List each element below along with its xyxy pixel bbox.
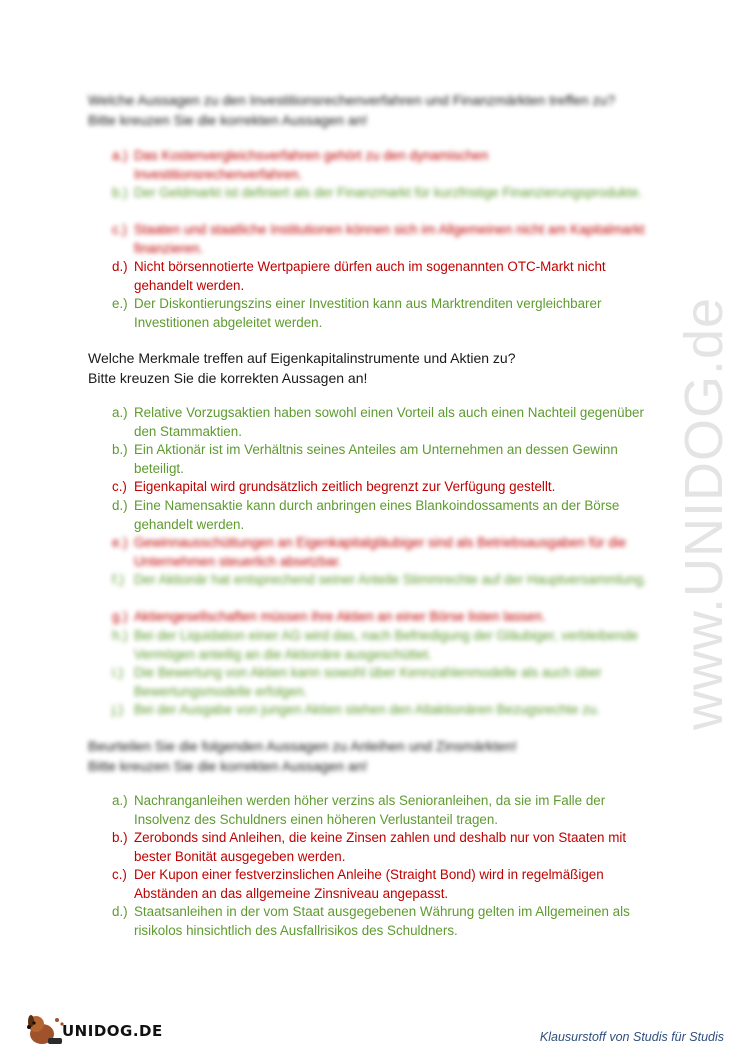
q2-answer-h [112, 627, 652, 664]
answer-label: b.) [112, 185, 128, 200]
q2-answer-d [112, 497, 652, 534]
question-1-title-line-1: Welche Aussagen zu den Investitionsrechenverfahren und Finanzmärkten treffen zu? [88, 92, 616, 108]
footer-tagline: Klausurstoff von Studis für Studis [539, 1030, 724, 1044]
answer-text: Das Kostenvergleichsverfahren gehört zu den dynamischen Investitionsrechenverfahren. [134, 148, 489, 182]
q3-answer-a [112, 792, 652, 829]
q2-answer-i [112, 664, 652, 701]
answer-text: Relative Vorzugsaktien haben sowohl einen Vorteil als auch einen Nachteil gegenüber den Stammaktien. [134, 405, 644, 439]
answer-label: c.) [112, 222, 127, 237]
answer-label: h.) [112, 628, 128, 643]
answer-text: Zerobonds sind Anleihen, die keine Zinsen zahlen und deshalb nur von Staaten mit bester Bonität ausgegeben werden. [134, 830, 627, 864]
q2-answer-a [112, 404, 652, 441]
answer-label: a.) [112, 148, 128, 163]
answer-text: Der Geldmarkt ist definiert als der Finanzmarkt für kurzfristige Finanzierungsprodukte. [134, 185, 643, 200]
q1-answer-b [112, 184, 652, 203]
q1-answer-c [112, 221, 652, 258]
answer-text: Nicht börsennotierte Wertpapiere dürfen auch im sogenannten OTC-Markt nicht gehandelt werden. [134, 259, 606, 293]
question-2-title [88, 348, 668, 388]
answer-label: d.) [112, 498, 128, 513]
q2-answer-b [112, 441, 652, 478]
answer-text: Gewinnausschüttungen an Eigenkapitalgläubiger sind als Betriebsausgaben für die Unternehmen steuerlich absetzbar. [134, 535, 627, 569]
q2-answer-c [112, 478, 652, 497]
q1-answer-a [112, 147, 652, 184]
answer-text: Staaten und staatliche Institutionen können sich im Allgemeinen nicht am Kapitalmarkt finanzieren. [134, 222, 645, 256]
question-2-title-line-1: Welche Merkmale treffen auf Eigenkapitalinstrumente und Aktien zu? [88, 350, 516, 366]
q1-answer-d [112, 258, 652, 295]
answer-label: c.) [112, 479, 127, 494]
answer-label: e.) [112, 535, 128, 550]
answer-text: Die Bewertung von Aktien kann sowohl über Kennzahlenmodelle als auch über Bewertungsmodelle erfolgen. [134, 665, 602, 699]
q2-answer-e [112, 534, 652, 571]
answer-text: Eigenkapital wird grundsätzlich zeitlich begrenzt zur Verfügung gestellt. [134, 479, 556, 494]
q3-answer-d [112, 903, 652, 940]
q3-answer-c [112, 866, 652, 903]
answer-label: a.) [112, 405, 128, 420]
answer-text: Der Aktionär hat entsprechend seiner Anteile Stimmrechte auf der Hauptversammlung. [134, 572, 647, 587]
answer-label: e.) [112, 296, 128, 311]
q2-answer-g [112, 608, 652, 627]
answer-text: Eine Namensaktie kann durch anbringen eines Blankoindossaments an der Börse gehandelt werden. [134, 498, 620, 532]
answer-text: Ein Aktionär ist im Verhältnis seines Anteiles am Unternehmen an dessen Gewinn beteiligt. [134, 442, 618, 476]
answer-label: b.) [112, 830, 128, 845]
answer-label: a.) [112, 793, 128, 808]
answer-label: f.) [112, 572, 124, 587]
answer-text: Der Diskontierungszins einer Investition kann aus Marktrenditen vergleichbarer Investitionen abgeleitet werden. [134, 296, 602, 330]
answer-label: c.) [112, 867, 127, 882]
answer-text: Staatsanleihen in der vom Staat ausgegebenen Währung gelten im Allgemeinen als risikolos hinsichtlich des Ausfallrisikos des Schuldners. [134, 904, 630, 938]
question-3-title-line-2: Bitte kreuzen Sie die korrekten Aussagen an! [88, 758, 368, 774]
question-3-title-line-1: Beurteilen Sie die folgenden Aussagen zu Anleihen und Zinsmärkten! [88, 738, 517, 754]
footer-brand: UNIDOG.DE [62, 1022, 163, 1040]
answer-label: g.) [112, 609, 128, 624]
watermark-graphic [650, 280, 750, 740]
watermark [650, 280, 750, 740]
answer-text: Nachranganleihen werden höher verzins als Senioranleihen, da sie im Falle der Insolvenz des Schuldners einen höheren Verlustanteil tragen. [134, 793, 606, 827]
dog-icon [22, 1012, 66, 1048]
q3-answer-b [112, 829, 652, 866]
q2-answer-f [112, 571, 652, 590]
question-2-title-line-2: Bitte kreuzen Sie die korrekten Aussagen an! [88, 370, 368, 386]
question-1-title [88, 90, 668, 130]
answer-text: Aktiengesellschaften müssen ihre Aktien an einer Börse listen lassen. [134, 609, 546, 624]
question-1-title-line-2: Bitte kreuzen Sie die korrekten Aussagen an! [88, 112, 368, 128]
q2-answer-j [112, 701, 652, 720]
answer-text: Der Kupon einer festverzinslichen Anleihe (Straight Bond) wird in regelmäßigen Abständen an das allgemeine Zinsniveau angepasst. [134, 867, 604, 901]
answer-label: d.) [112, 259, 128, 274]
answer-label: j.) [112, 702, 124, 717]
watermark-text: www.UNIDOG.de [674, 296, 734, 730]
answer-text: Bei der Liquidation einer AG wird das, nach Befriedigung der Gläubiger, verbleibende Vermögen anteilig an die Aktionäre ausgeschüttet. [134, 628, 638, 662]
question-3-title [88, 736, 668, 776]
answer-text: Bei der Ausgabe von jungen Aktien stehen den Altaktionären Bezugsrechte zu. [134, 702, 601, 717]
q1-answer-e [112, 295, 652, 332]
answer-label: d.) [112, 904, 128, 919]
answer-label: b.) [112, 442, 128, 457]
answer-label: i.) [112, 665, 124, 680]
